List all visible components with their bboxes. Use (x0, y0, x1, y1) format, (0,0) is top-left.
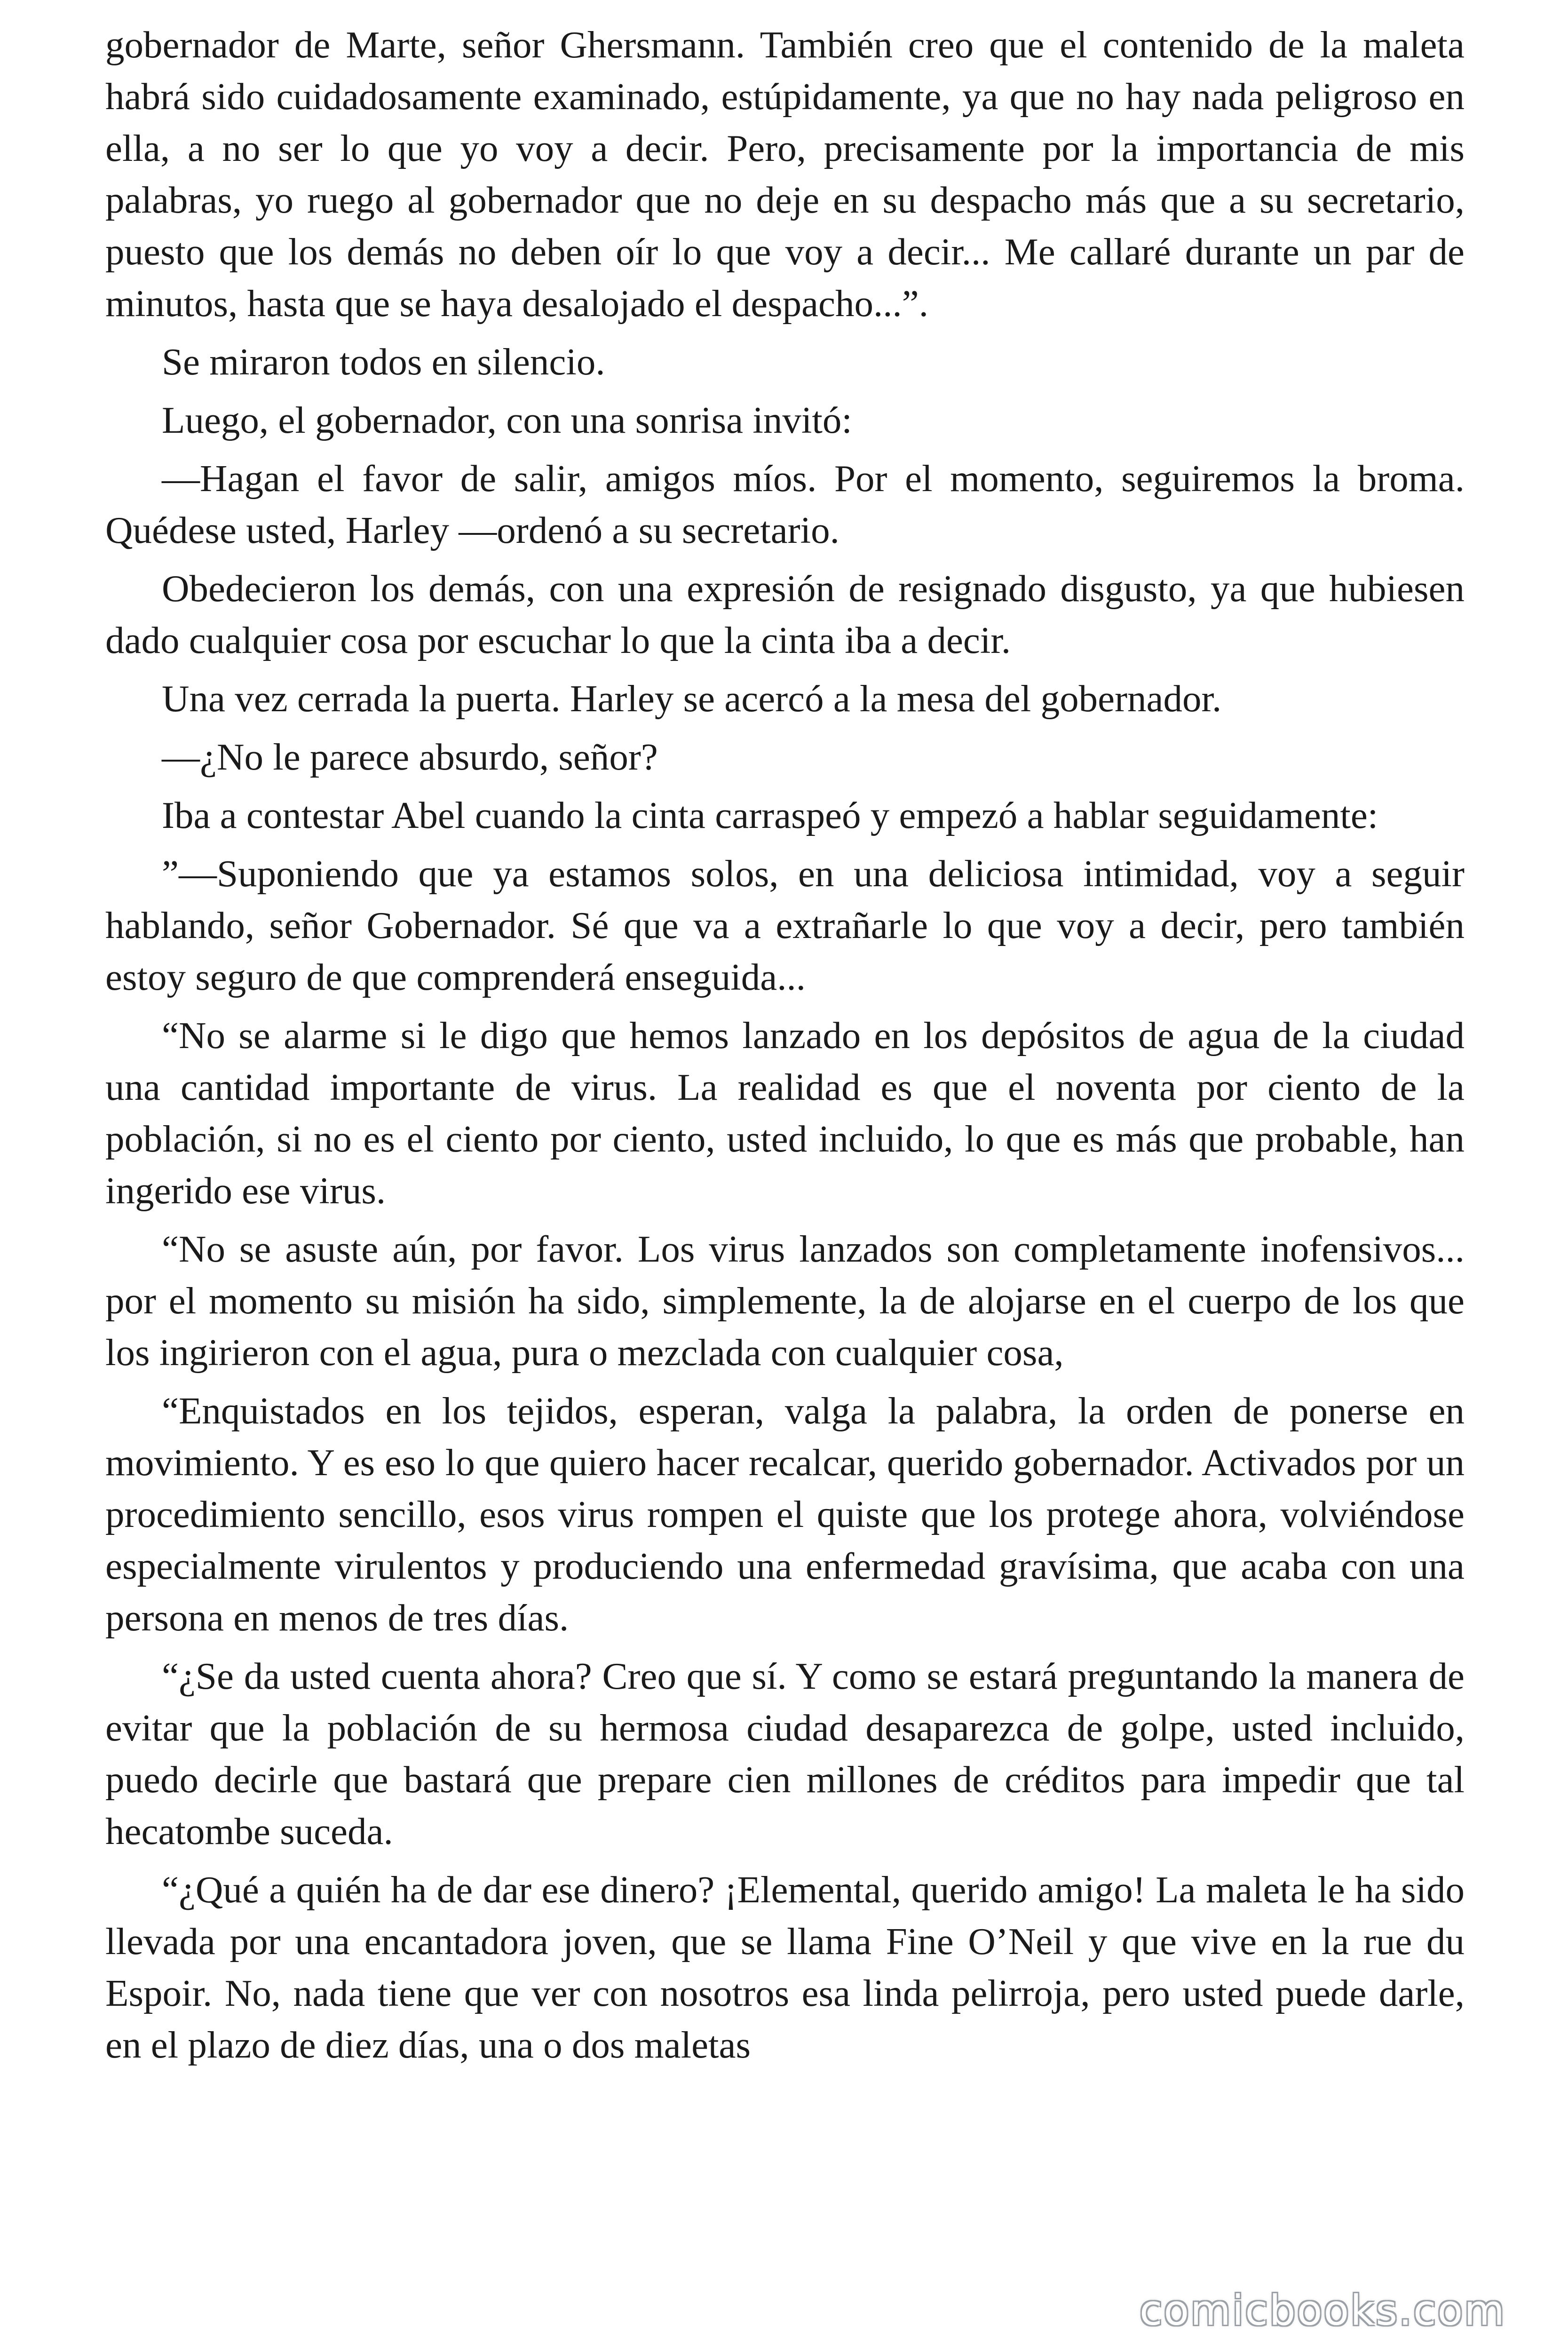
paragraph-5: Obedecieron los demás, con una expresión de resignado disgusto, ya que hubiesen dado cualquier cosa por escuchar lo que la cinta iba a decir. (105, 567, 1465, 661)
paragraph-7: —¿No le parece absurdo, señor? (162, 736, 658, 778)
book-page (105, 19, 1465, 2324)
paragraph-10: “No se alarme si le digo que hemos lanzado en los depósitos de agua de la ciudad una cantidad importante de virus. La realidad es que el noventa por ciento de la población, si no es el ciento por ciento, usted incluido, lo que es más que probable, han ingerido ese virus. (105, 1014, 1465, 1212)
watermark: comicbooks.com (1139, 2286, 1506, 2335)
paragraph-11: “No se asuste aún, por favor. Los virus lanzados son completamente inofensivos... por el momento su misión ha sido, simplemente, la de alojarse en el cuerpo de los que los ingirieron con el agua, pura o mezclada con cualquier cosa, (105, 1228, 1465, 1374)
paragraph-12: “Enquistados en los tejidos, esperan, valga la palabra, la orden de ponerse en movimiento. Y es eso lo que quiero hacer recalcar, querido gobernador. Activados por un procedimiento sencillo, esos virus rompen el quiste que los protege ahora, volviéndose especialmente virulentos y produciendo una enfermedad gravísima, que acaba con una persona en menos de tres días. (105, 1390, 1465, 1639)
paragraph-13: “¿Se da usted cuenta ahora? Creo que sí. Y como se estará preguntando la manera de evitar que la población de su hermosa ciudad desaparezca de golpe, usted incluido, puedo decirle que bastará que prepare cien millones de créditos para impedir que tal hecatombe suceda. (105, 1655, 1465, 1852)
paragraph-1: gobernador de Marte, señor Ghersmann. También creo que el contenido de la maleta habrá sido cuidadosamente examinado, estúpidamente, ya que no hay nada peligroso en ella, a no ser lo que yo voy a decir. Pero, precisamente por la importancia de mis palabras, yo ruego al gobernador que no deje en su despacho más que a su secretario, puesto que los demás no deben oír lo que voy a decir... Me callaré durante un par de minutos, hasta que se haya desalojado el despacho...”. (105, 24, 1465, 325)
paragraph-4: —Hagan el favor de salir, amigos míos. Por el momento, seguiremos la broma. Quédese usted, Harley —ordenó a su secretario. (105, 457, 1465, 551)
paragraph-14: “¿Qué a quién ha de dar ese dinero? ¡Elemental, querido amigo! La maleta le ha sido llevada por una encantadora joven, que se llama Fine O’Neil y que vive en la rue du Espoir. No, nada tiene que ver con nosotros esa linda pelirroja, pero usted puede darle, en el plazo de diez días, una o dos maletas (105, 1868, 1465, 2066)
paragraph-8: Iba a contestar Abel cuando la cinta carraspeó y empezó a hablar seguidamente: (162, 794, 1378, 836)
paragraph-3: Luego, el gobernador, con una sonrisa invitó: (162, 399, 852, 441)
paragraph-6: Una vez cerrada la puerta. Harley se acercó a la mesa del gobernador. (162, 677, 1222, 720)
paragraph-9: ”—Suponiendo que ya estamos solos, en una deliciosa intimidad, voy a seguir hablando, señor Gobernador. Sé que va a extrañarle lo que voy a decir, pero también estoy seguro de que comprenderá enseguida... (105, 852, 1465, 998)
paragraph-2: Se miraron todos en silencio. (162, 341, 605, 383)
